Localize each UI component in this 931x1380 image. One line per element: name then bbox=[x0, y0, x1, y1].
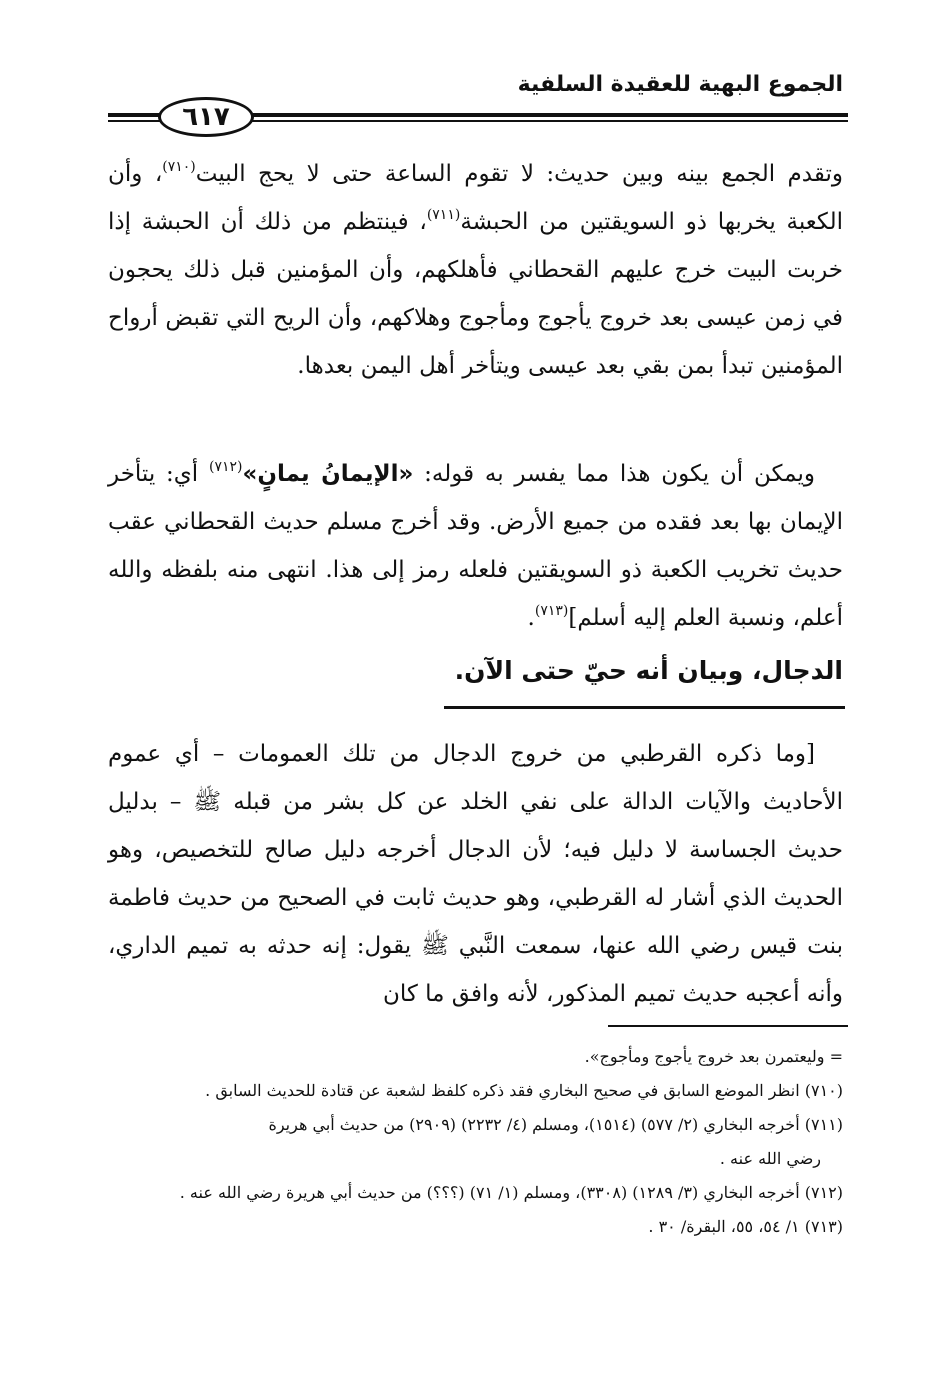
footnote-item: رضي الله عنه . bbox=[719, 1149, 821, 1168]
page-number: ٦١٧ bbox=[158, 97, 254, 137]
footnote-item: (٧١٠) انظر الموضع السابق في صحيح البخاري فقد ذكره كلفظ لشعبة عن قتادة للحديث السابق . bbox=[205, 1081, 843, 1100]
heading-underline bbox=[444, 706, 845, 709]
paragraph-3 bbox=[108, 730, 843, 1018]
running-title: الجموع البهية للعقيدة السلفية bbox=[517, 72, 843, 97]
footnote-ref: (٧١٢) bbox=[208, 459, 243, 475]
paragraph-text: ، وأن الكعبة يخربها ذو السويقتين من الحبشة bbox=[108, 161, 843, 235]
paragraph-text: ويمكن أن يكون هذا مما يفسر به قوله: bbox=[413, 461, 815, 487]
footnote-ref: (٧١٠) bbox=[162, 159, 196, 175]
hadith-quote: «الإيمانُ يمانٍ» bbox=[242, 461, 414, 487]
footnote-item: (٧١٢) أخرجه البخاري (٣/ ١٢٨٩) (٣٣٠٨)، ومسلم (١/ ٧١) (؟؟؟) من حديث أبي هريرة رضي الله عنه . bbox=[179, 1183, 843, 1202]
paragraph-text: أي: يتأخر الإيمان بها بعد فقده من جميع الأرض. وقد أخرج مسلم حديث القحطاني عقب حديث تخريب الكعبة ذو السويقتين فلعله رمز إلى هذا. انتهى منه بلفظه والله أعلم، ونسبة العلم إليه أسلم] bbox=[108, 461, 843, 631]
paragraph-2 bbox=[108, 450, 843, 642]
section-heading: الدجال، وبيان أنه حيّ حتى الآن. bbox=[454, 656, 843, 685]
paragraph-text: [وما ذكره القرطبي من خروج الدجال من تلك العمومات – أي عموم الأحاديث والآيات الدالة على نفي الخلد عن كل بشر من قبله ﷺ – بدليل حديث الجساسة لا دليل فيه؛ لأن الدجال أخرجه دليل صالح للتخصيص، وهو الحديث الذي أشار له القرطبي، وهو حديث ثابت في الصحيح من حديث فاطمة بنت قيس رضي الله عنها، سمعت النَّبي ﷺ يقول: إنه حدثه به تميم الداري، وأنه أعجبه حديث تميم المذكور، لأنه وافق ما كان bbox=[108, 741, 843, 1007]
paragraph-1 bbox=[108, 150, 843, 390]
paragraph-text: . bbox=[527, 605, 535, 631]
paragraph-text: وتقدم الجمع بينه وبين حديث: لا تقوم الساعة حتى لا يحج البيت bbox=[195, 161, 843, 187]
paragraph-text: ، فينتظم من ذلك أن الحبشة إذا خربت البيت خرج عليهم القحطاني فأهلكهم، وأن المؤمنين قبل ذلك يحجون في زمن عيسى بعد خروج يأجوج ومأجوج وهلاكهم، وأن الريح التي تقبض أرواح المؤمنين تبدأ بمن بقي بعد عيسى ويتأخر أهل اليمن بعدها. bbox=[108, 209, 843, 379]
footnote-ref: (٧١١) bbox=[426, 207, 461, 223]
footnote-item: (٧١٣) ١/ ٥٤، ٥٥، البقرة/ ٣٠ . bbox=[648, 1217, 843, 1236]
footnote-item: = وليعتمرن بعد خروج يأجوج ومأجوج». bbox=[584, 1047, 843, 1066]
footnote-ref: (٧١٣) bbox=[534, 603, 569, 619]
footnotes bbox=[108, 1040, 843, 1244]
footnote-separator bbox=[608, 1025, 848, 1027]
footnote-item: (٧١١) أخرجه البخاري (٢/ ٥٧٧) (١٥١٤)، ومسلم (٤/ ٢٢٣٢) (٢٩٠٩) من حديث أبي هريرة bbox=[268, 1115, 843, 1134]
